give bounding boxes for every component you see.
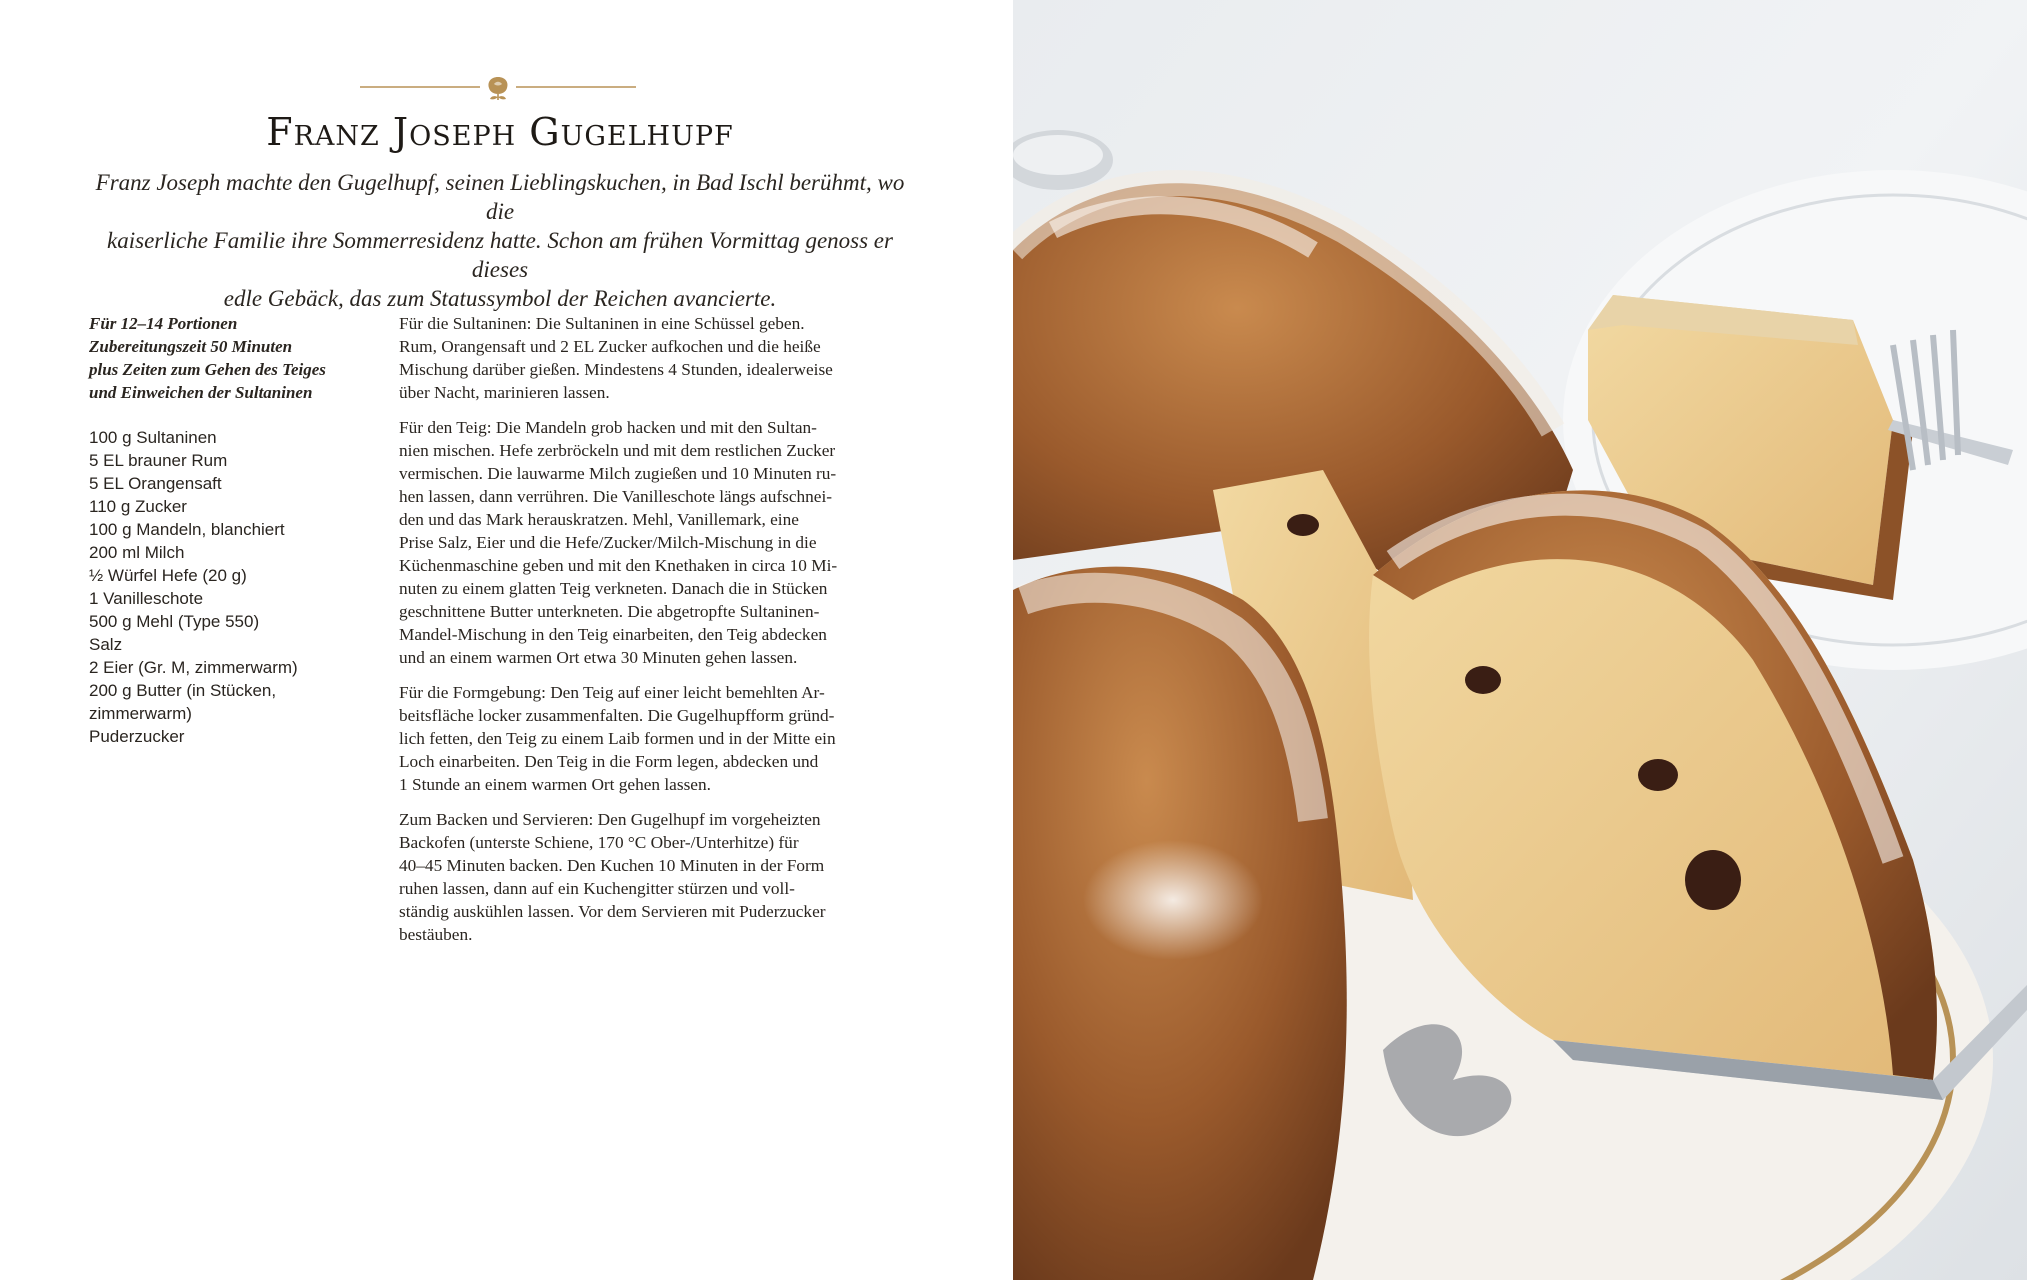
photo-page [1013, 0, 2027, 1280]
ingredient-item: zimmerwarm) [89, 704, 192, 723]
ingredient-item: 100 g Sultaninen [89, 428, 217, 447]
step-line: ständig auskühlen lassen. Vor dem Servieren mit Puderzucker [399, 902, 826, 921]
step-line: Loch einarbeiten. Den Teig in die Form legen, abdecken und [399, 752, 819, 771]
intro-line: edle Gebäck, das zum Statussymbol der Reichen avancierte. [223, 286, 777, 311]
step-line: über Nacht, marinieren lassen. [399, 383, 610, 402]
intro-line: Franz Joseph machte den Gugelhupf, seinen Lieblingskuchen, in Bad Ischl berühmt, wo die [95, 170, 905, 224]
ingredient-list [89, 426, 379, 748]
step-line: Rum, Orangensaft und 2 EL Zucker aufkochen und die heiße [399, 337, 821, 356]
step-line: hen lassen, dann verrühren. Die Vanilleschote längs aufschnei- [399, 487, 833, 506]
recipe-title: Franz Joseph Gugelhupf [266, 110, 734, 154]
ingredient-item: Salz [89, 635, 123, 654]
prep-time-text: und Einweichen der Sultaninen [89, 383, 313, 402]
recipe-meta [89, 312, 379, 404]
ingredient-item: ½ Würfel Hefe (20 g) [89, 566, 247, 585]
step-line: nien mischen. Hefe zerbröckeln und mit dem restlichen Zucker [399, 441, 836, 460]
ingredient-item: Puderzucker [89, 727, 185, 746]
step-line: Mischung darüber gießen. Mindestens 4 Stunden, idealerweise [399, 360, 833, 379]
step-line: Prise Salz, Eier und die Hefe/Zucker/Milch-Mischung in die [399, 533, 817, 552]
ingredient-item: 500 g Mehl (Type 550) [89, 612, 260, 631]
gugelhupf-photo [1013, 0, 2027, 1280]
step-sultaninen [399, 312, 919, 404]
ingredient-item: 5 EL Orangensaft [89, 474, 222, 493]
rose-ornament-icon [358, 72, 638, 102]
step-line: vermischen. Die lauwarme Milch zugießen und 10 Minuten ru- [399, 464, 837, 483]
step-line: lich fetten, den Teig zu einem Laib formen und in der Mitte ein [399, 729, 836, 748]
intro-line: kaiserliche Familie ihre Sommerresidenz hatte. Schon am frühen Vormittag genoss er dieses [107, 228, 893, 282]
prep-time-text: plus Zeiten zum Gehen des Teiges [89, 360, 326, 379]
portions-text: Für 12–14 Portionen [89, 314, 238, 333]
step-line: 40–45 Minuten backen. Den Kuchen 10 Minuten in der Form [399, 856, 825, 875]
recipe-page [0, 0, 1013, 1280]
step-line: geschnittene Butter unterkneten. Die abgetropfte Sultaninen- [399, 602, 820, 621]
step-backen [399, 808, 919, 946]
step-line: Küchenmaschine geben und mit den Knethaken in circa 10 Mi- [399, 556, 838, 575]
step-line: nuten zu einem glatten Teig verkneten. Danach die in Stücken [399, 579, 828, 598]
recipe-steps [399, 312, 919, 958]
step-line: Für die Formgebung: Den Teig auf einer leicht bemehlten Ar- [399, 683, 825, 702]
ingredient-item: 5 EL brauner Rum [89, 451, 228, 470]
step-teig [399, 416, 919, 669]
step-line: Backofen (unterste Schiene, 170 °C Ober-/Unterhitze) für [399, 833, 799, 852]
step-line: Für den Teig: Die Mandeln grob hacken und mit den Sultan- [399, 418, 817, 437]
step-line: Für die Sultaninen: Die Sultaninen in eine Schüssel geben. [399, 314, 805, 333]
prep-time-text: Zubereitungszeit 50 Minuten [89, 337, 293, 356]
step-line: und an einem warmen Ort etwa 30 Minuten gehen lassen. [399, 648, 798, 667]
ingredient-item: 100 g Mandeln, blanchiert [89, 520, 285, 539]
step-line: 1 Stunde an einem warmen Ort gehen lassen. [399, 775, 711, 794]
ingredient-item: 2 Eier (Gr. M, zimmerwarm) [89, 658, 298, 677]
ingredient-item: 1 Vanilleschote [89, 589, 204, 608]
step-formgebung [399, 681, 919, 796]
recipe-intro [90, 168, 910, 313]
ingredient-item: 200 ml Milch [89, 543, 185, 562]
ingredient-item: 200 g Butter (in Stücken, [89, 681, 277, 700]
step-line: Zum Backen und Servieren: Den Gugelhupf im vorgeheizten [399, 810, 821, 829]
step-line: den und das Mark herauskratzen. Mehl, Vanillemark, eine [399, 510, 799, 529]
ingredient-item: 110 g Zucker [89, 497, 187, 516]
step-line: Mandel-Mischung in den Teig einarbeiten, den Teig abdecken [399, 625, 827, 644]
step-line: bestäuben. [399, 925, 473, 944]
step-line: beitsfläche locker zusammenfalten. Die Gugelhupfform gründ- [399, 706, 835, 725]
step-line: ruhen lassen, dann auf ein Kuchengitter stürzen und voll- [399, 879, 795, 898]
